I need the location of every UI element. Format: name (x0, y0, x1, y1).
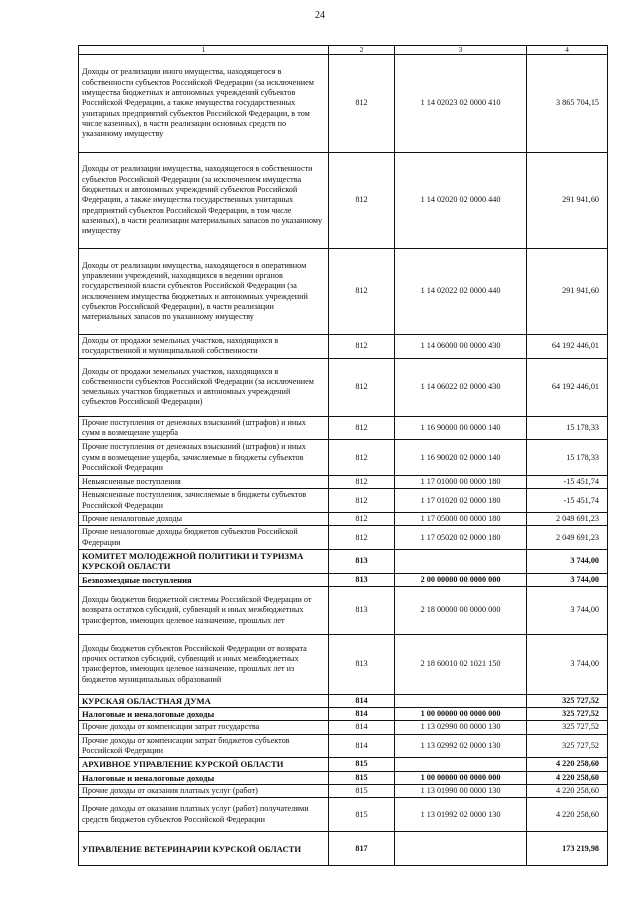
row-admin-code: 812 (329, 249, 395, 335)
row-description: Доходы от продажи земельных участков, находящихся в собственности субъектов Российской Федерации (за исключением земельных участков бюджетных и автономных учреждений субъектов Российской Федерации) (79, 358, 329, 416)
table-header-row (79, 46, 608, 55)
row-amount: 64 192 446,01 (527, 335, 608, 359)
row-admin-code: 813 (329, 586, 395, 634)
table-row (79, 634, 608, 694)
row-budget-code: 1 14 06000 00 0000 430 (395, 335, 527, 359)
row-budget-code: 1 13 02990 00 0000 130 (395, 721, 527, 734)
row-budget-code: 1 13 01992 02 0000 130 (395, 798, 527, 832)
row-budget-code (395, 694, 527, 707)
page-number: 24 (315, 10, 325, 21)
row-description: Прочие поступления от денежных взысканий (штрафов) и иных сумм в возмещение ущерба, зачисляемые в бюджеты субъектов Российской Федерации (79, 440, 329, 476)
row-admin-code: 812 (329, 489, 395, 513)
row-amount: 325 727,52 (527, 708, 608, 721)
table-row (79, 249, 608, 335)
row-admin-code: 812 (329, 55, 395, 153)
row-budget-code: 1 14 02022 02 0000 440 (395, 249, 527, 335)
row-budget-code: 1 14 02023 02 0000 410 (395, 55, 527, 153)
row-admin-code: 814 (329, 708, 395, 721)
row-admin-code: 813 (329, 634, 395, 694)
row-admin-code: 812 (329, 335, 395, 359)
table-row (79, 476, 608, 489)
row-description: Безвозмездные поступления (79, 573, 329, 586)
row-admin-code: 814 (329, 694, 395, 707)
row-description: Доходы бюджетов субъектов Российской Федерации от возврата прочих остатков субсидий, субвенций и иных межбюджетных трансфертов, имеющих целевое назначение, прошлых лет из бюджетов муниципальных образований (79, 634, 329, 694)
row-amount: 325 727,52 (527, 721, 608, 734)
row-admin-code: 812 (329, 416, 395, 440)
row-description: Налоговые и неналоговые доходы (79, 708, 329, 721)
row-admin-code: 814 (329, 734, 395, 758)
row-amount: 3 744,00 (527, 634, 608, 694)
row-description: Прочие поступления от денежных взысканий (штрафов) и иных сумм в возмещение ущерба (79, 416, 329, 440)
table-row (79, 513, 608, 526)
row-amount: 3 744,00 (527, 586, 608, 634)
row-amount: 173 219,98 (527, 832, 608, 866)
table-body (79, 55, 608, 866)
row-budget-code: 1 00 00000 00 0000 000 (395, 771, 527, 784)
row-amount: 2 049 691,23 (527, 513, 608, 526)
row-budget-code: 1 16 90000 00 0000 140 (395, 416, 527, 440)
row-admin-code: 812 (329, 526, 395, 550)
row-amount: 3 744,00 (527, 573, 608, 586)
row-admin-code: 814 (329, 721, 395, 734)
row-amount: 4 220 258,60 (527, 798, 608, 832)
row-admin-code: 815 (329, 771, 395, 784)
row-amount: 325 727,52 (527, 694, 608, 707)
table-row (79, 549, 608, 573)
table-row (79, 358, 608, 416)
row-description: Прочие доходы от оказания платных услуг (работ) получателями средств бюджетов субъектов Российской Федерации (79, 798, 329, 832)
row-admin-code: 813 (329, 573, 395, 586)
row-description: Прочие доходы от компенсации затрат государства (79, 721, 329, 734)
row-description: Доходы от реализации иного имущества, находящегося в собственности субъектов Российской Федерации (за исключением имущества бюджетных и автономных учреждений субъектов Российской Федерации, а также имущества государственных унитарных предприятий субъектов Российской Федерации, в том числе казенных), в части реализации основных средств по указанному имуществу (79, 55, 329, 153)
row-budget-code (395, 549, 527, 573)
row-description: Доходы бюджетов бюджетной системы Российской Федерации от возврата остатков субсидий, субвенций и иных межбюджетных трансфертов, имеющих целевое назначение, прошлых лет (79, 586, 329, 634)
row-budget-code: 1 14 02020 02 0000 440 (395, 153, 527, 249)
row-amount: 3 744,00 (527, 549, 608, 573)
row-amount: 4 220 258,60 (527, 758, 608, 771)
row-description: УПРАВЛЕНИЕ ВЕТЕРИНАРИИ КУРСКОЙ ОБЛАСТИ (79, 832, 329, 866)
row-budget-code: 2 00 00000 00 0000 000 (395, 573, 527, 586)
row-description: Доходы от реализации имущества, находящегося в оперативном управлении учреждений, находящихся в ведении органов государственной власти субъектов Российской Федерации (за исключением имущества бюджетных и автономных учреждений субъектов Российской Федерации), в части реализации материальных запасов по указанному имуществу (79, 249, 329, 335)
table-row (79, 573, 608, 586)
row-amount: -15 451,74 (527, 489, 608, 513)
row-amount: 15 178,33 (527, 416, 608, 440)
row-description: КУРСКАЯ ОБЛАСТНАЯ ДУМА (79, 694, 329, 707)
row-amount: -15 451,74 (527, 476, 608, 489)
header-col-1: 1 (79, 46, 329, 55)
row-budget-code: 1 14 06022 02 0000 430 (395, 358, 527, 416)
row-description: Прочие неналоговые доходы (79, 513, 329, 526)
header-col-4: 4 (527, 46, 608, 55)
table-row (79, 758, 608, 771)
table-row (79, 734, 608, 758)
row-admin-code: 815 (329, 758, 395, 771)
row-admin-code: 815 (329, 798, 395, 832)
row-budget-code: 1 13 02992 02 0000 130 (395, 734, 527, 758)
row-admin-code: 812 (329, 476, 395, 489)
row-amount: 325 727,52 (527, 734, 608, 758)
row-description: КОМИТЕТ МОЛОДЕЖНОЙ ПОЛИТИКИ И ТУРИЗМА КУРСКОЙ ОБЛАСТИ (79, 549, 329, 573)
table-row (79, 526, 608, 550)
table-row (79, 771, 608, 784)
row-budget-code: 2 18 60010 02 1021 150 (395, 634, 527, 694)
row-description: Доходы от реализации имущества, находящегося в собственности субъектов Российской Федерации (за исключением имущества бюджетных и автономных учреждений субъектов Российской Федерации, а также имущества государственных унитарных предприятий субъектов Российской Федерации, в том числе казенных), в части реализации материальных запасов по указанному имуществу (79, 153, 329, 249)
row-amount: 64 192 446,01 (527, 358, 608, 416)
row-description: Невыясненные поступления, зачисляемые в бюджеты субъектов Российской Федерации (79, 489, 329, 513)
table-row (79, 416, 608, 440)
row-amount: 291 941,60 (527, 249, 608, 335)
row-amount: 4 220 258,60 (527, 771, 608, 784)
table-row (79, 832, 608, 866)
row-budget-code: 1 17 05020 02 0000 180 (395, 526, 527, 550)
row-description: Прочие доходы от оказания платных услуг (работ) (79, 784, 329, 797)
row-description: Доходы от продажи земельных участков, находящихся в государственной и муниципальной собственности (79, 335, 329, 359)
header-col-3: 3 (395, 46, 527, 55)
row-admin-code: 817 (329, 832, 395, 866)
row-description: Прочие доходы от компенсации затрат бюджетов субъектов Российской Федерации (79, 734, 329, 758)
row-budget-code: 1 13 01990 00 0000 130 (395, 784, 527, 797)
table-row (79, 153, 608, 249)
row-description: Прочие неналоговые доходы бюджетов субъектов Российской Федерации (79, 526, 329, 550)
table-row (79, 586, 608, 634)
table-row (79, 708, 608, 721)
row-admin-code: 812 (329, 358, 395, 416)
row-admin-code: 815 (329, 784, 395, 797)
table-row (79, 694, 608, 707)
row-admin-code: 812 (329, 153, 395, 249)
row-budget-code: 2 18 00000 00 0000 000 (395, 586, 527, 634)
row-budget-code: 1 17 05000 00 0000 180 (395, 513, 527, 526)
row-description: Невыясненные поступления (79, 476, 329, 489)
table-row (79, 489, 608, 513)
row-admin-code: 813 (329, 549, 395, 573)
row-budget-code: 1 16 90020 02 0000 140 (395, 440, 527, 476)
row-amount: 2 049 691,23 (527, 526, 608, 550)
row-amount: 15 178,33 (527, 440, 608, 476)
row-budget-code (395, 758, 527, 771)
table-row (79, 798, 608, 832)
row-budget-code: 1 00 00000 00 0000 000 (395, 708, 527, 721)
revenue-table (78, 45, 608, 866)
row-amount: 4 220 258,60 (527, 784, 608, 797)
header-col-2: 2 (329, 46, 395, 55)
row-description: АРХИВНОЕ УПРАВЛЕНИЕ КУРСКОЙ ОБЛАСТИ (79, 758, 329, 771)
table-row (79, 335, 608, 359)
row-admin-code: 812 (329, 513, 395, 526)
row-budget-code (395, 832, 527, 866)
table-row (79, 784, 608, 797)
row-admin-code: 812 (329, 440, 395, 476)
row-budget-code: 1 17 01000 00 0000 180 (395, 476, 527, 489)
table-row (79, 440, 608, 476)
table-row (79, 721, 608, 734)
row-budget-code: 1 17 01020 02 0000 180 (395, 489, 527, 513)
row-description: Налоговые и неналоговые доходы (79, 771, 329, 784)
row-amount: 3 865 704,15 (527, 55, 608, 153)
table-row (79, 55, 608, 153)
row-amount: 291 941,60 (527, 153, 608, 249)
